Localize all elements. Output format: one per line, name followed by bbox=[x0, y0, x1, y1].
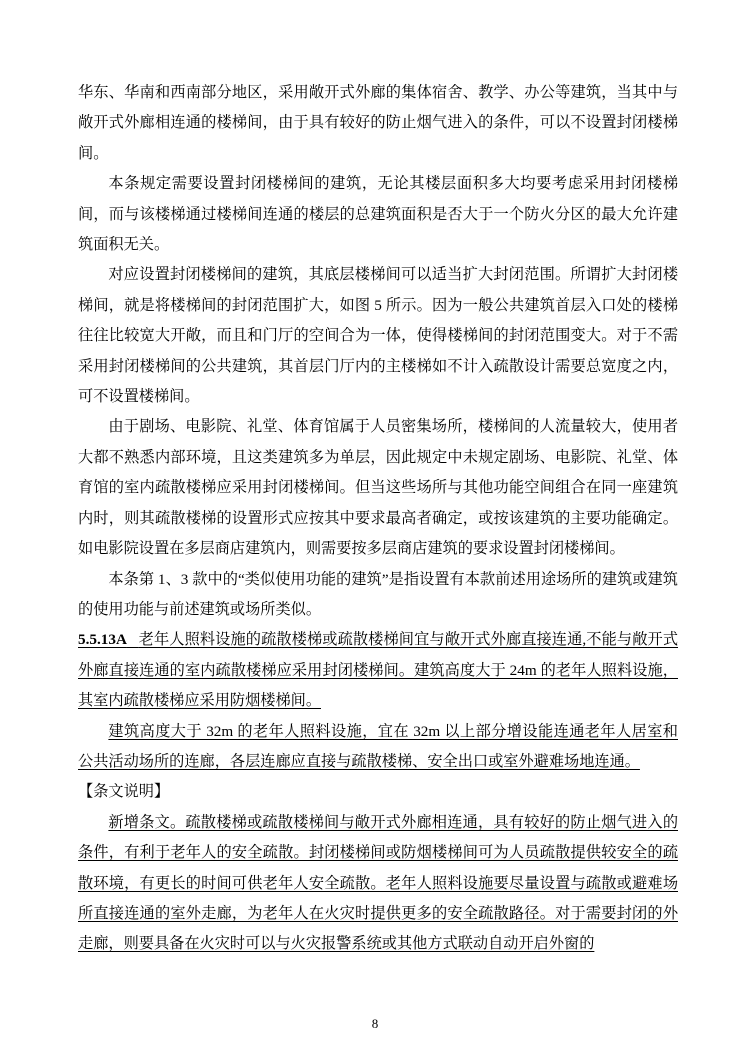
clause-text: 老年人照料设施的疏散楼梯或疏散楼梯间宜与敞开式外廊直接连通,不能与敞开式外廊直接连通的室内疏散楼梯应采用封闭楼梯间。建筑高度大于 24m 的老年人照料设施，其室内疏散楼梯应采用防烟楼梯间。 bbox=[78, 631, 679, 710]
clause-spacer bbox=[127, 631, 139, 648]
clause-paragraph-2-text: 建筑高度大于 32m 的老年人照料设施，宜在 32m 以上部分增设能连通老年人居室和公共活动场所的连廊，各层连廊应直接与疏散楼梯、安全出口或室外避难场地连通。 bbox=[78, 722, 678, 770]
clause-paragraph-2 bbox=[78, 717, 678, 778]
paragraph-2: 本条规定需要设置封闭楼梯间的建筑，无论其楼层面积多大均要考虑采用封闭楼梯间，而与该楼梯通过楼梯间连通的楼层的总建筑面积是否大于一个防火分区的最大允许建筑面积无关。 bbox=[78, 175, 678, 254]
paragraph-4: 由于剧场、电影院、礼堂、体育馆属于人员密集场所，楼梯间的人流量较大，使用者大都不熟悉内部环境，且这类建筑多为单层，因此规定中未规定剧场、电影院、礼堂、体育馆的室内疏散楼梯应采用封闭楼梯间。但当这些场所与其他功能空间组合在同一座建筑内时，则其疏散楼梯的设置形式应按其中要求最高者确定，或按该建筑的主要功能确定。如电影院设置在多层商店建筑内，则需要按多层商店建筑的要求设置封闭楼梯间。 bbox=[78, 418, 678, 558]
explanation-text: 新增条文。疏散楼梯或疏散楼梯间与敞开式外廊相连通，具有较好的防止烟气进入的条件，有利于老年人的安全疏散。封闭楼梯间或防烟楼梯间可为人员疏散提供较安全的疏散环境，有更长的时间可供老年人安全疏散。老年人照料设施要尽量设置与疏散或避难场所直接连通的室外走廊，为老年人在火灾时提供更多的安全疏散路径。对于需要封闭的外走廊，则要具备在火灾时可以与火灾报警系统或其他方式联动自动开启外窗的 bbox=[78, 813, 678, 953]
document-body bbox=[78, 78, 678, 960]
page-number: 8 bbox=[371, 1016, 379, 1031]
explanation-heading: 【条文说明】 bbox=[78, 783, 170, 801]
paragraph-5: 本条第 1、3 款中的“类似使用功能的建筑”是指设置有本款前述用途场所的建筑或建筑的使用功能与前述建筑或场所类似。 bbox=[78, 570, 678, 618]
clause-block bbox=[78, 625, 678, 716]
clause-number: 5.5.13A bbox=[78, 631, 127, 649]
paragraph-3: 对应设置封闭楼梯间的建筑，其底层楼梯间可以适当扩大封闭范围。所谓扩大封闭楼梯间，就是将楼梯间的封闭范围扩大，如图 5 所示。因为一般公共建筑首层入口处的楼梯往往比较宽大开敞，而且和门厅的空间合为一体，使得楼梯间的封闭范围变大。对于不需采用封闭楼梯间的公共建筑，其首层门厅内的主楼梯如不计入疏散设计需要总宽度之内，可不设置楼梯间。 bbox=[78, 266, 678, 406]
explanation-paragraph bbox=[78, 808, 678, 960]
paragraph-1: 华东、华南和西南部分地区，采用敞开式外廊的集体宿舍、教学、办公等建筑，当其中与敞开式外廊相连通的楼梯间，由于具有较好的防止烟气进入的条件，可以不设置封闭楼梯间。 bbox=[78, 84, 678, 162]
